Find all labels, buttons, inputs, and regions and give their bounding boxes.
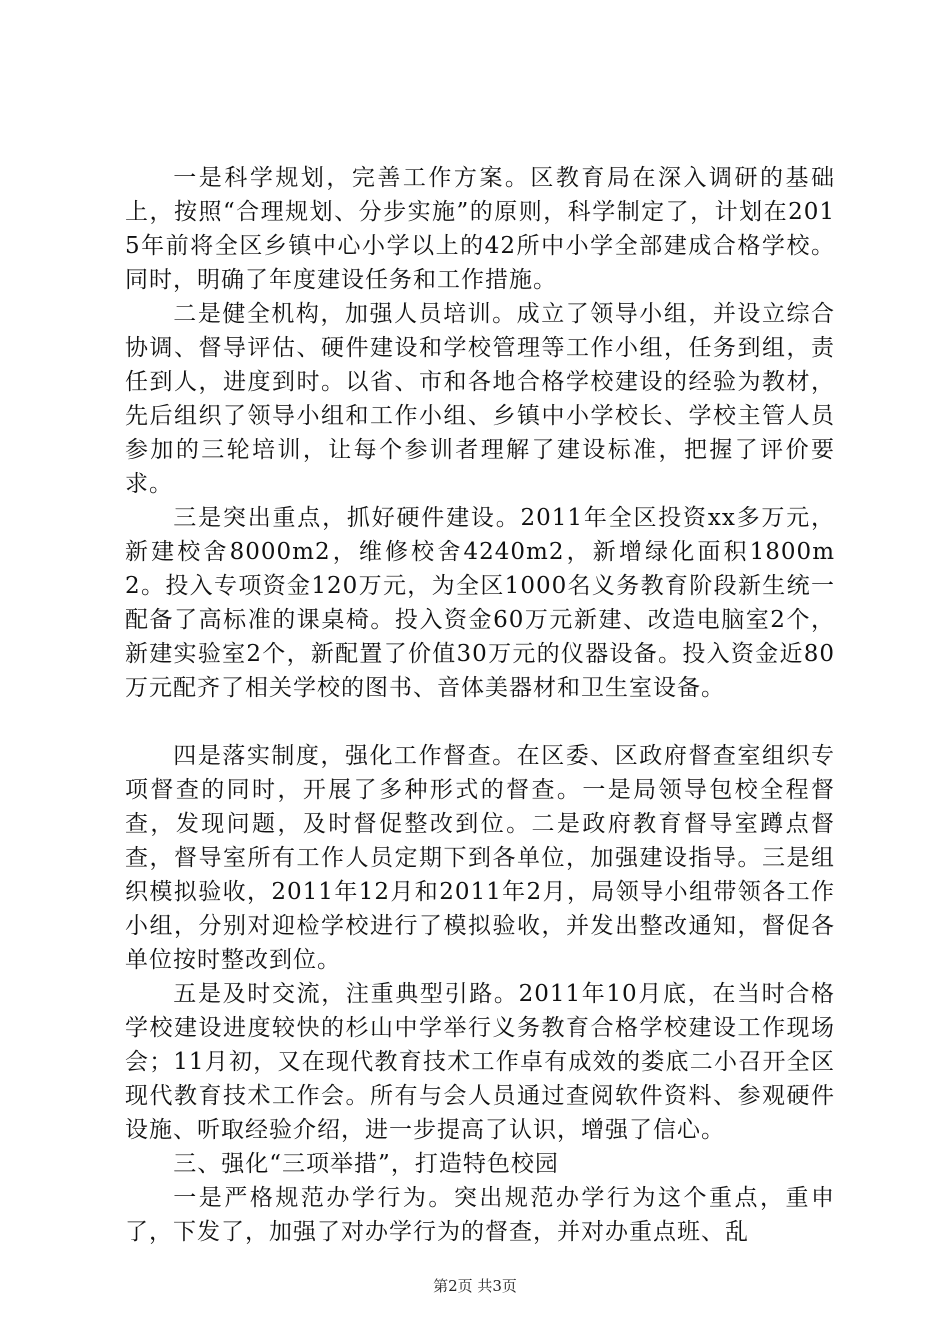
paragraph-supervision: 四是落实制度，强化工作督查。在区委、区政府督查室组织专项督查的同时，开展了多种形式的督查。一是局领导包校全程督查，发现问题，及时督促整改到位。二是政府教育督导室蹲点督查，督导室所有工作人员定期下到各单位，加强建设指导。三是组织模拟验收，2011年12月和2011年2月，局领导小组带领各工作小组，分别对迎检学校进行了模拟验收，并发出整改通知，督促各单位按时整改到位。 — [125, 743, 835, 973]
paragraph-planning: 一是科学规划，完善工作方案。区教育局在深入调研的基础上，按照“合理规划、分步实施”的原则，科学制定了，计划在2015年前将全区乡镇中心小学以上的42所中小学全部建成合格学校。同时，明确了年度建设任务和工作措施。 — [125, 165, 835, 293]
paragraph-exchange: 五是及时交流，注重典型引路。2011年10月底，在当时合格学校建设进度较快的杉山中学举行义务教育合格学校建设工作现场会；11月初，又在现代教育技术工作卓有成效的娄底二小召开全区现代教育技术工作会。所有与会人员通过查阅软件资料、参观硬件设施、听取经验介绍，进一步提高了认识，增强了信心。 — [125, 981, 835, 1143]
document-body — [125, 161, 835, 1249]
paragraph-gap — [125, 705, 835, 739]
paragraph-organization: 二是健全机构，加强人员培训。成立了领导小组，并设立综合协调、督导评估、硬件建设和学校管理等工作小组，任务到组，责任到人，进度到时。以省、市和各地合格学校建设的经验为教材，先后组织了领导小组和工作小组、乡镇中小学校长、学校主管人员参加的三轮培训，让每个参训者理解了建设标准，把握了评价要求。 — [125, 301, 835, 497]
paragraph-hardware: 三是突出重点，抓好硬件建设。2011年全区投资xx多万元，新建校舍8000m2，维修校舍4240m2，新增绿化面积1800m2。投入专项资金120万元，为全区1000名义务教育阶段新生统一配备了高标准的课桌椅。投入资金60万元新建、改造电脑室2个，新建实验室2个，新配置了价值30万元的仪器设备。投入资金近80万元配齐了相关学校的图书、音体美器材和卫生室设备。 — [125, 505, 835, 701]
section-heading: 三、强化“三项举措”，打造特色校园 — [173, 1151, 559, 1177]
page-number-footer: 第2页 共3页 — [433, 1277, 517, 1295]
paragraph-regulation: 一是严格规范办学行为。突出规范办学行为这个重点，重申了，下发了，加强了对办学行为的督查，并对办重点班、乱 — [125, 1185, 835, 1245]
